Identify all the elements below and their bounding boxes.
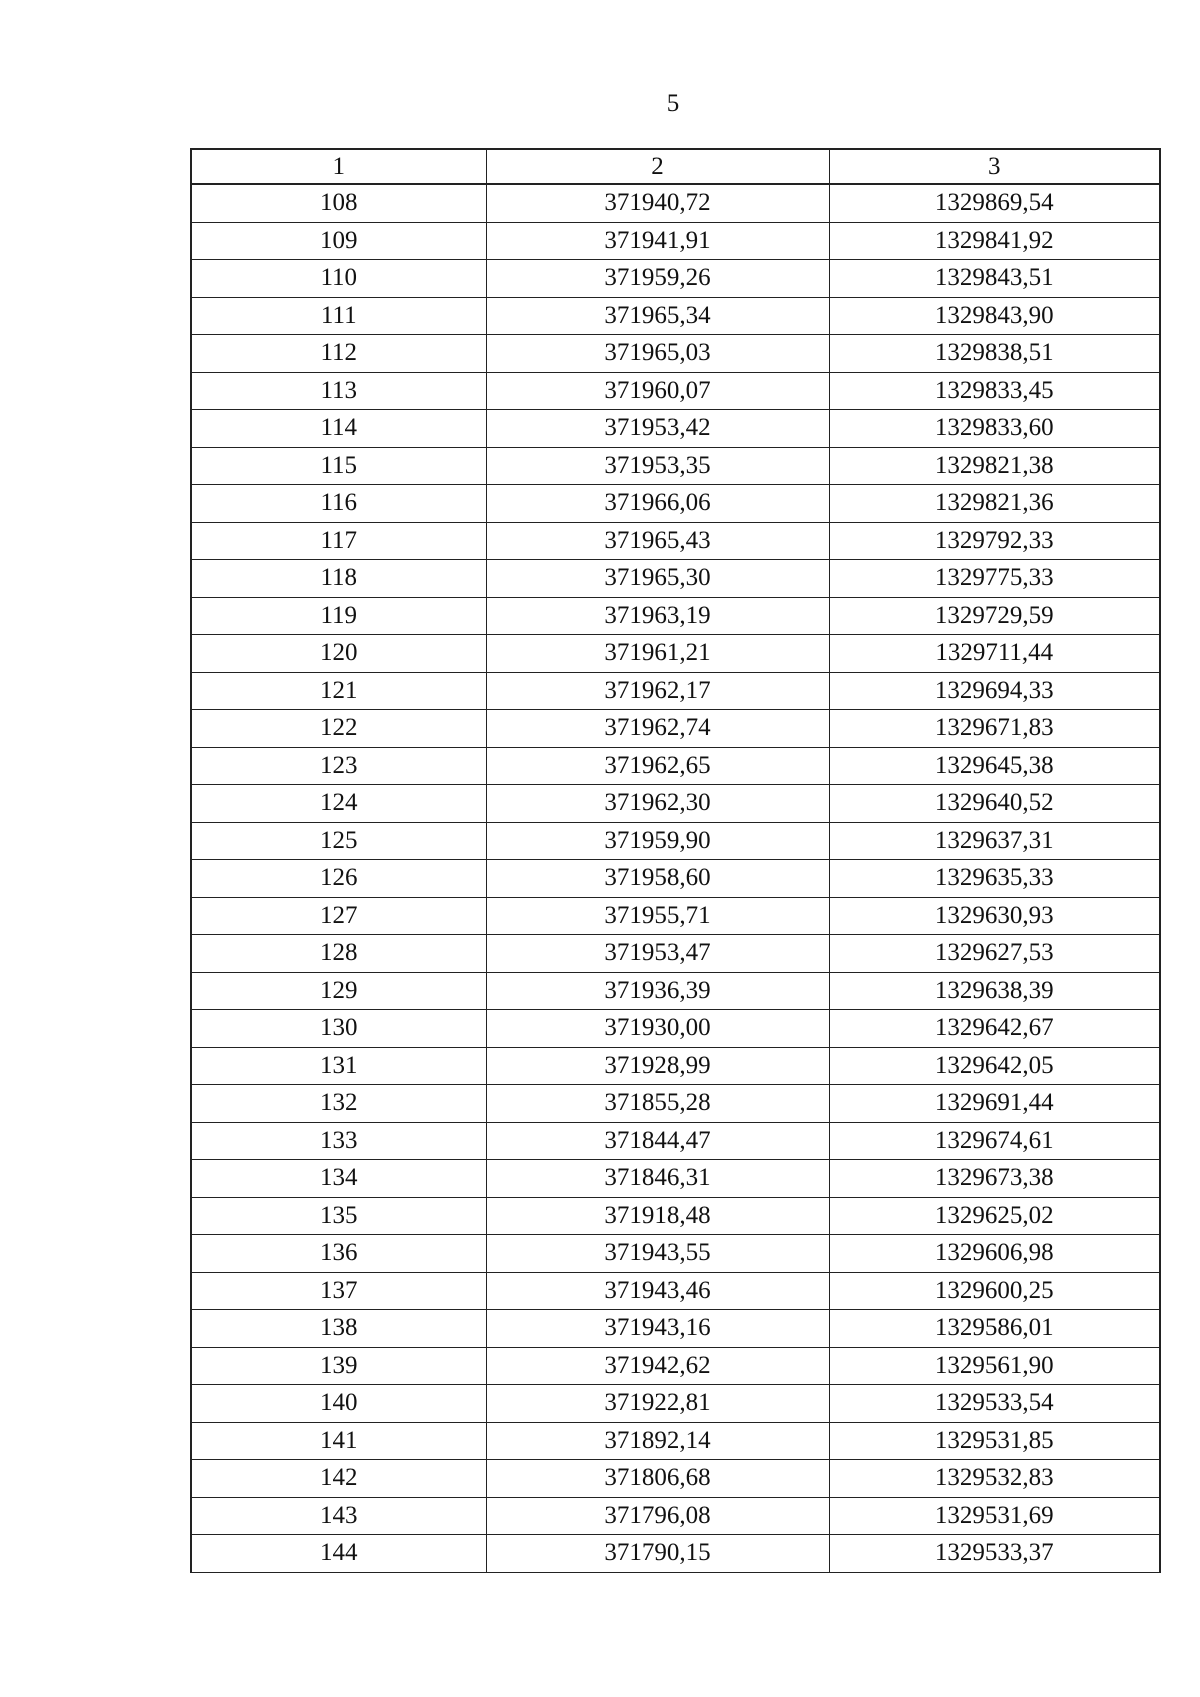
x-coordinate-cell: 371958,60	[486, 860, 829, 898]
table-row	[191, 822, 1160, 860]
y-coordinate-cell: 1329606,98	[829, 1235, 1160, 1273]
table-row	[191, 1160, 1160, 1198]
y-coordinate-cell: 1329600,25	[829, 1272, 1160, 1310]
y-coordinate-cell: 1329638,39	[829, 972, 1160, 1010]
y-coordinate-cell: 1329531,69	[829, 1497, 1160, 1535]
point-number-cell: 124	[191, 785, 486, 823]
x-coordinate-cell: 371943,55	[486, 1235, 829, 1273]
y-coordinate-cell: 1329640,52	[829, 785, 1160, 823]
point-number-cell: 132	[191, 1085, 486, 1123]
x-coordinate-cell: 371962,65	[486, 747, 829, 785]
point-number-cell: 108	[191, 184, 486, 222]
x-coordinate-cell: 371959,90	[486, 822, 829, 860]
point-number-cell: 143	[191, 1497, 486, 1535]
table-row	[191, 635, 1160, 673]
x-coordinate-cell: 371940,72	[486, 184, 829, 222]
table-row	[191, 1310, 1160, 1348]
table-row	[191, 297, 1160, 335]
point-number-cell: 128	[191, 935, 486, 973]
y-coordinate-cell: 1329671,83	[829, 710, 1160, 748]
point-number-cell: 119	[191, 597, 486, 635]
x-coordinate-cell: 371928,99	[486, 1047, 829, 1085]
column-header-2: 2	[486, 149, 829, 184]
x-coordinate-cell: 371965,30	[486, 560, 829, 598]
x-coordinate-cell: 371943,16	[486, 1310, 829, 1348]
y-coordinate-cell: 1329838,51	[829, 335, 1160, 373]
point-number-cell: 142	[191, 1460, 486, 1498]
y-coordinate-cell: 1329673,38	[829, 1160, 1160, 1198]
x-coordinate-cell: 371962,30	[486, 785, 829, 823]
y-coordinate-cell: 1329841,92	[829, 222, 1160, 260]
table-row	[191, 1460, 1160, 1498]
table-row	[191, 1497, 1160, 1535]
y-coordinate-cell: 1329821,36	[829, 485, 1160, 523]
table-row	[191, 1235, 1160, 1273]
table-row	[191, 1122, 1160, 1160]
y-coordinate-cell: 1329625,02	[829, 1197, 1160, 1235]
table-row	[191, 972, 1160, 1010]
point-number-cell: 129	[191, 972, 486, 1010]
x-coordinate-cell: 371936,39	[486, 972, 829, 1010]
table-row	[191, 410, 1160, 448]
point-number-cell: 139	[191, 1347, 486, 1385]
y-coordinate-cell: 1329869,54	[829, 184, 1160, 222]
point-number-cell: 111	[191, 297, 486, 335]
table-row	[191, 710, 1160, 748]
x-coordinate-cell: 371930,00	[486, 1010, 829, 1048]
table-row	[191, 222, 1160, 260]
y-coordinate-cell: 1329792,33	[829, 522, 1160, 560]
x-coordinate-cell: 371806,68	[486, 1460, 829, 1498]
point-number-cell: 131	[191, 1047, 486, 1085]
y-coordinate-cell: 1329635,33	[829, 860, 1160, 898]
table-row	[191, 897, 1160, 935]
x-coordinate-cell: 371941,91	[486, 222, 829, 260]
x-coordinate-cell: 371966,06	[486, 485, 829, 523]
table-row	[191, 372, 1160, 410]
x-coordinate-cell: 371965,43	[486, 522, 829, 560]
y-coordinate-cell: 1329711,44	[829, 635, 1160, 673]
table-row	[191, 335, 1160, 373]
point-number-cell: 120	[191, 635, 486, 673]
point-number-cell: 126	[191, 860, 486, 898]
y-coordinate-cell: 1329586,01	[829, 1310, 1160, 1348]
table-row	[191, 560, 1160, 598]
point-number-cell: 114	[191, 410, 486, 448]
x-coordinate-cell: 371790,15	[486, 1535, 829, 1573]
point-number-cell: 130	[191, 1010, 486, 1048]
x-coordinate-cell: 371965,03	[486, 335, 829, 373]
x-coordinate-cell: 371953,42	[486, 410, 829, 448]
point-number-cell: 136	[191, 1235, 486, 1273]
page-number: 5	[666, 90, 680, 117]
point-number-cell: 109	[191, 222, 486, 260]
x-coordinate-cell: 371965,34	[486, 297, 829, 335]
table-row	[191, 747, 1160, 785]
x-coordinate-cell: 371846,31	[486, 1160, 829, 1198]
y-coordinate-cell: 1329637,31	[829, 822, 1160, 860]
x-coordinate-cell: 371942,62	[486, 1347, 829, 1385]
x-coordinate-cell: 371961,21	[486, 635, 829, 673]
y-coordinate-cell: 1329532,83	[829, 1460, 1160, 1498]
x-coordinate-cell: 371943,46	[486, 1272, 829, 1310]
x-coordinate-cell: 371959,26	[486, 260, 829, 298]
point-number-cell: 135	[191, 1197, 486, 1235]
y-coordinate-cell: 1329694,33	[829, 672, 1160, 710]
point-number-cell: 110	[191, 260, 486, 298]
table-row	[191, 935, 1160, 973]
column-header-1: 1	[191, 149, 486, 184]
point-number-cell: 123	[191, 747, 486, 785]
table-row	[191, 1085, 1160, 1123]
point-number-cell: 137	[191, 1272, 486, 1310]
point-number-cell: 134	[191, 1160, 486, 1198]
y-coordinate-cell: 1329691,44	[829, 1085, 1160, 1123]
y-coordinate-cell: 1329843,90	[829, 297, 1160, 335]
y-coordinate-cell: 1329533,54	[829, 1385, 1160, 1423]
x-coordinate-cell: 371960,07	[486, 372, 829, 410]
table-body	[191, 184, 1160, 1572]
point-number-cell: 113	[191, 372, 486, 410]
table-row	[191, 1535, 1160, 1573]
y-coordinate-cell: 1329627,53	[829, 935, 1160, 973]
x-coordinate-cell: 371962,74	[486, 710, 829, 748]
point-number-cell: 127	[191, 897, 486, 935]
y-coordinate-cell: 1329674,61	[829, 1122, 1160, 1160]
x-coordinate-cell: 371963,19	[486, 597, 829, 635]
point-number-cell: 144	[191, 1535, 486, 1573]
y-coordinate-cell: 1329630,93	[829, 897, 1160, 935]
table-row	[191, 860, 1160, 898]
table-row	[191, 522, 1160, 560]
y-coordinate-cell: 1329843,51	[829, 260, 1160, 298]
table-row	[191, 1422, 1160, 1460]
table-row	[191, 1347, 1160, 1385]
y-coordinate-cell: 1329642,05	[829, 1047, 1160, 1085]
x-coordinate-cell: 371955,71	[486, 897, 829, 935]
y-coordinate-cell: 1329561,90	[829, 1347, 1160, 1385]
point-number-cell: 138	[191, 1310, 486, 1348]
point-number-cell: 141	[191, 1422, 486, 1460]
x-coordinate-cell: 371962,17	[486, 672, 829, 710]
point-number-cell: 112	[191, 335, 486, 373]
table-row	[191, 485, 1160, 523]
table-row	[191, 1197, 1160, 1235]
y-coordinate-cell: 1329729,59	[829, 597, 1160, 635]
y-coordinate-cell: 1329645,38	[829, 747, 1160, 785]
y-coordinate-cell: 1329531,85	[829, 1422, 1160, 1460]
table-row	[191, 1272, 1160, 1310]
table-row	[191, 597, 1160, 635]
table-row	[191, 785, 1160, 823]
x-coordinate-cell: 371855,28	[486, 1085, 829, 1123]
x-coordinate-cell: 371796,08	[486, 1497, 829, 1535]
x-coordinate-cell: 371953,35	[486, 447, 829, 485]
point-number-cell: 140	[191, 1385, 486, 1423]
y-coordinate-cell: 1329533,37	[829, 1535, 1160, 1573]
point-number-cell: 122	[191, 710, 486, 748]
table-row	[191, 1385, 1160, 1423]
y-coordinate-cell: 1329833,60	[829, 410, 1160, 448]
table-row	[191, 672, 1160, 710]
table-row	[191, 1010, 1160, 1048]
y-coordinate-cell: 1329821,38	[829, 447, 1160, 485]
x-coordinate-cell: 371922,81	[486, 1385, 829, 1423]
column-header-3: 3	[829, 149, 1160, 184]
point-number-cell: 116	[191, 485, 486, 523]
x-coordinate-cell: 371844,47	[486, 1122, 829, 1160]
coordinates-table	[190, 148, 1161, 1573]
point-number-cell: 121	[191, 672, 486, 710]
x-coordinate-cell: 371953,47	[486, 935, 829, 973]
y-coordinate-cell: 1329775,33	[829, 560, 1160, 598]
x-coordinate-cell: 371918,48	[486, 1197, 829, 1235]
point-number-cell: 118	[191, 560, 486, 598]
table-header-row	[191, 149, 1160, 184]
table-row	[191, 1047, 1160, 1085]
x-coordinate-cell: 371892,14	[486, 1422, 829, 1460]
point-number-cell: 125	[191, 822, 486, 860]
point-number-cell: 133	[191, 1122, 486, 1160]
y-coordinate-cell: 1329833,45	[829, 372, 1160, 410]
table-row	[191, 184, 1160, 222]
point-number-cell: 117	[191, 522, 486, 560]
table-row	[191, 260, 1160, 298]
y-coordinate-cell: 1329642,67	[829, 1010, 1160, 1048]
point-number-cell: 115	[191, 447, 486, 485]
table-row	[191, 447, 1160, 485]
